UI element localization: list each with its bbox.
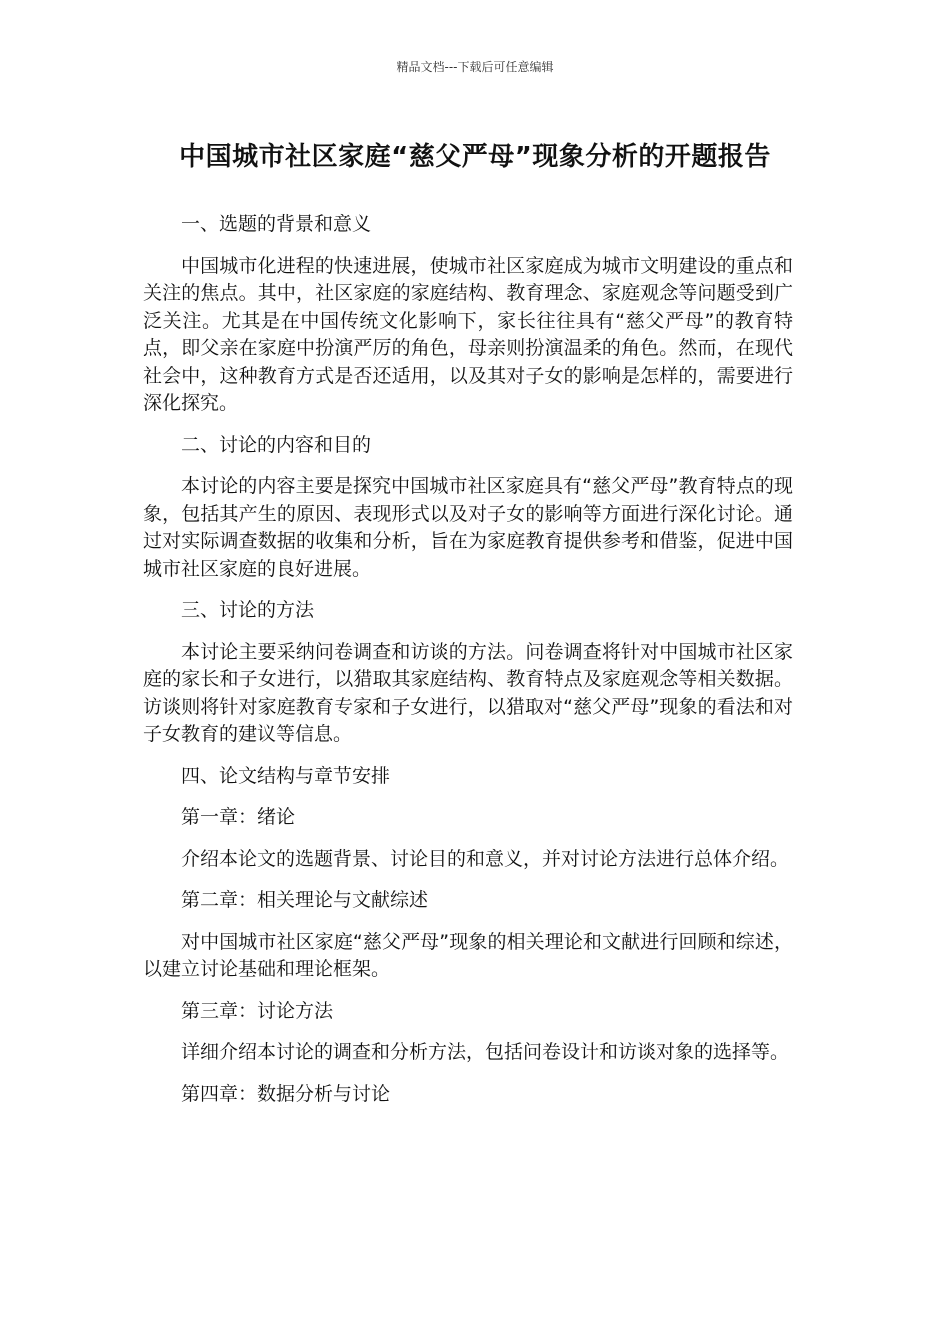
chapter-3-description: 详细介绍本讨论的调查和分析方法，包括问卷设计和访谈对象的选择等。 xyxy=(181,1041,790,1063)
paragraph-method: 本讨论主要采纳问卷调查和访谈的方法。问卷调查将针对中国城市社区家庭的家长和子女进行，以猎取其家庭结构、教育特点及家庭观念等相关数据。访谈则将针对家庭教育专家和子女进行，以猎取对“慈父严母”现象的看法和对子女教育的建议等信息。 xyxy=(143,640,793,745)
chapter-1-description: 介绍本论文的选题背景、讨论目的和意义，并对讨论方法进行总体介绍。 xyxy=(181,847,790,870)
chapter-2-description: 对中国城市社区家庭“慈父严母”现象的相关理论和文献进行回顾和综述，以建立讨论基础和理论框架。 xyxy=(143,930,793,980)
chapter-1-heading: 第一章：绪论 xyxy=(181,806,296,828)
chapter-3-heading: 第三章：讨论方法 xyxy=(181,999,334,1022)
paragraph-background: 中国城市化进程的快速进展，使城市社区家庭成为城市文明建设的重点和关注的焦点。其中，社区家庭的家庭结构、教育理念、家庭观念等问题受到广泛关注。尤其是在中国传统文化影响下，家长往往具有“慈父严母”的教育特点，即父亲在家庭中扮演严厉的角色，母亲则扮演温柔的角色。然而，在现代社会中，这种教育方式是否还适用，以及其对子女的影响是怎样的，需要进行深化探究。 xyxy=(143,254,793,414)
section-heading-background: 一、选题的背景和意义 xyxy=(181,213,372,235)
document-title: 中国城市社区家庭“慈父严母”现象分析的开题报告 xyxy=(179,142,771,172)
section-heading-content-purpose: 二、讨论的内容和目的 xyxy=(181,433,372,456)
chapter-2-heading: 第二章：相关理论与文献综述 xyxy=(181,889,429,911)
paragraph-content-purpose: 本讨论的内容主要是探究中国城市社区家庭具有“慈父严母”教育特点的现象，包括其产生的原因、表现形式以及对子女的影响等方面进行深化讨论。通过对实际调查数据的收集和分析，旨在为家庭教育提供参考和借鉴，促进中国城市社区家庭的良好进展。 xyxy=(143,475,793,580)
chapter-4-heading: 第四章：数据分析与讨论 xyxy=(181,1082,391,1105)
page-header-note: 精品文档---下载后可任意编辑 xyxy=(396,60,554,74)
section-heading-structure: 四、论文结构与章节安排 xyxy=(181,764,391,787)
document-body xyxy=(143,211,793,1122)
section-heading-method: 三、讨论的方法 xyxy=(181,599,315,621)
